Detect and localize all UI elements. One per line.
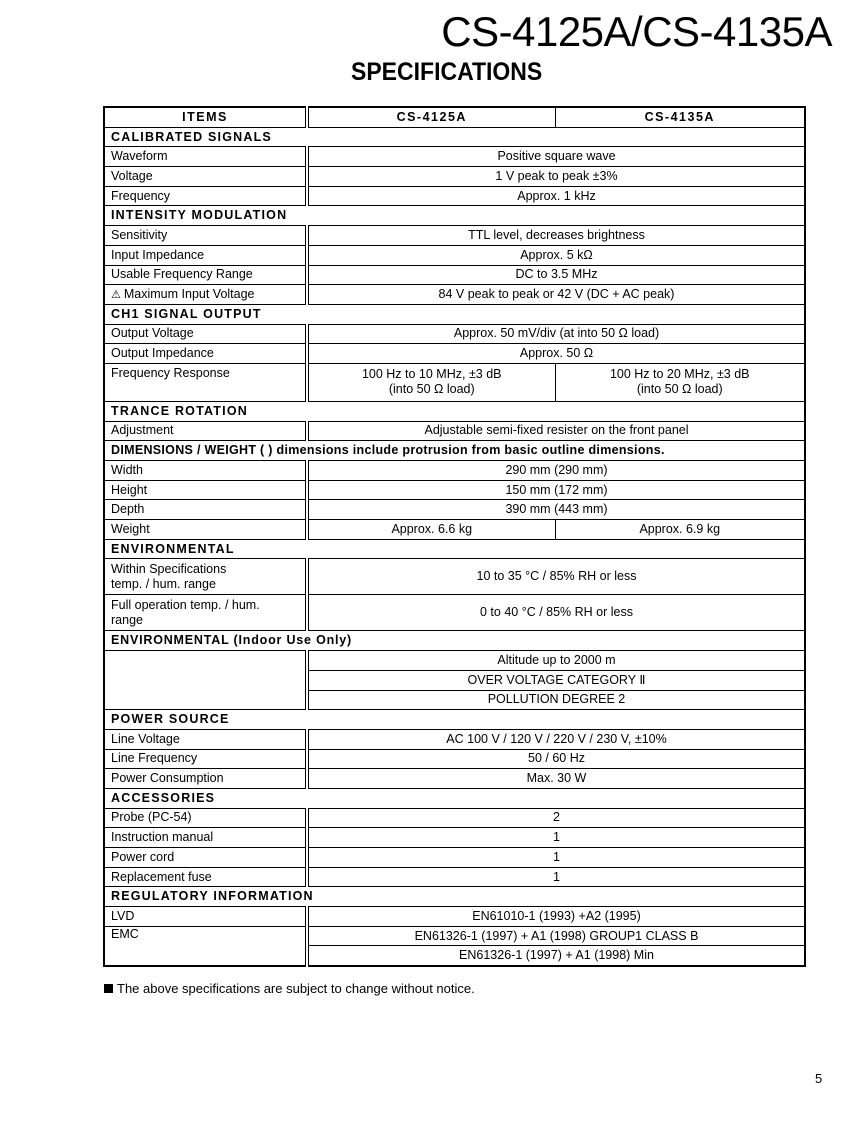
spec-value: 84 V peak to peak or 42 V (DC + AC peak)	[307, 285, 805, 305]
spec-value: Approx. 5 kΩ	[307, 245, 805, 265]
section-row	[104, 539, 805, 559]
table-row	[104, 285, 805, 305]
table-row	[104, 828, 805, 848]
spec-label: Frequency	[104, 186, 307, 206]
spec-label: EMC	[104, 926, 307, 966]
spec-label-line: temp. / hum. range	[111, 576, 216, 591]
table-row	[104, 461, 805, 481]
spec-label: Instruction manual	[104, 828, 307, 848]
spec-value: 0 to 40 °C / 85% RH or less	[307, 595, 805, 631]
spec-value: 150 mm (172 mm)	[307, 480, 805, 500]
spec-value: 390 mm (443 mm)	[307, 500, 805, 520]
spec-value: 2	[307, 808, 805, 828]
spec-label: LVD	[104, 907, 307, 927]
section-row	[104, 788, 805, 808]
spec-value-line: 100 Hz to 10 MHz, ±3 dB	[361, 367, 502, 382]
column-header-cs4135a: CS-4135A	[555, 107, 805, 127]
square-bullet-icon	[104, 984, 113, 993]
spec-value: 1	[307, 867, 805, 887]
spec-label: Weight	[104, 520, 307, 540]
section-row	[104, 127, 805, 147]
spec-value: 10 to 35 °C / 85% RH or less	[307, 559, 805, 595]
section-dimensions-weight: DIMENSIONS / WEIGHT ( ) dimensions include protrusion from basic outline dimensions.	[104, 441, 805, 461]
section-environmental-indoor: ENVIRONMENTAL (Indoor Use Only)	[104, 631, 805, 651]
section-row	[104, 441, 805, 461]
section-trance-rotation: TRANCE ROTATION	[104, 401, 805, 421]
footnote-text: The above specifications are subject to change without notice.	[117, 981, 475, 996]
table-row	[104, 729, 805, 749]
spec-value: 50 / 60 Hz	[307, 749, 805, 769]
spec-label: Power cord	[104, 848, 307, 868]
spec-value-line: (into 50 Ω load)	[636, 382, 723, 397]
table-row	[104, 769, 805, 789]
spec-label: Usable Frequency Range	[104, 265, 307, 285]
table-row	[104, 559, 805, 595]
spec-label: Input Impedance	[104, 245, 307, 265]
specifications-table	[103, 106, 806, 967]
spec-label: Voltage	[104, 167, 307, 187]
spec-label: Depth	[104, 500, 307, 520]
spec-label: Adjustment	[104, 421, 307, 441]
spec-value: 1	[307, 848, 805, 868]
table-row	[104, 520, 805, 540]
spec-value: Approx. 50 mV/div (at into 50 Ω load)	[307, 324, 805, 344]
table-row	[104, 749, 805, 769]
spec-value-line: 100 Hz to 20 MHz, ±3 dB	[609, 367, 750, 382]
spec-value: Max. 30 W	[307, 769, 805, 789]
table-row	[104, 226, 805, 246]
table-row	[104, 245, 805, 265]
column-header-items: ITEMS	[104, 107, 307, 127]
table-row	[104, 147, 805, 167]
spec-label-cell	[104, 595, 307, 631]
spec-label: Line Frequency	[104, 749, 307, 769]
spec-label-line: Full operation temp. / hum.	[111, 597, 260, 612]
spec-label: Replacement fuse	[104, 867, 307, 887]
spec-value-cs4125a: Approx. 6.6 kg	[307, 520, 555, 540]
spec-value: 290 mm (290 mm)	[307, 461, 805, 481]
spec-value: EN61326-1 (1997) + A1 (1998) GROUP1 CLASS B	[307, 926, 805, 946]
spec-label-cell	[104, 285, 307, 305]
section-row	[104, 401, 805, 421]
spec-label: Frequency Response	[104, 363, 307, 401]
spec-value-cs4135a	[555, 363, 805, 401]
section-power-source: POWER SOURCE	[104, 710, 805, 730]
table-row	[104, 324, 805, 344]
section-calibrated-signals: CALIBRATED SIGNALS	[104, 127, 805, 147]
spec-value: Positive square wave	[307, 147, 805, 167]
spec-label: Output Impedance	[104, 344, 307, 364]
spec-label: Sensitivity	[104, 226, 307, 246]
spec-value: Altitude up to 2000 m	[307, 651, 805, 671]
section-row	[104, 631, 805, 651]
spec-value: EN61326-1 (1997) + A1 (1998) Min	[307, 946, 805, 966]
spec-label: Width	[104, 461, 307, 481]
spec-value-cs4125a	[307, 363, 555, 401]
table-row	[104, 421, 805, 441]
section-row	[104, 887, 805, 907]
table-row	[104, 363, 805, 401]
model-title: CS-4125A/CS-4135A	[441, 8, 832, 55]
page-number: 5	[815, 1071, 823, 1086]
section-row	[104, 304, 805, 324]
table-row	[104, 848, 805, 868]
table-row	[104, 926, 805, 946]
section-intensity-modulation: INTENSITY MODULATION	[104, 206, 805, 226]
spec-label-line: range	[111, 612, 143, 627]
footnote	[104, 981, 475, 996]
spec-label: Probe (PC-54)	[104, 808, 307, 828]
section-regulatory-information: REGULATORY INFORMATION	[104, 887, 805, 907]
spec-label-cell	[104, 559, 307, 595]
page-heading: SPECIFICATIONS	[351, 58, 543, 86]
spec-label: Output Voltage	[104, 324, 307, 344]
spec-value: EN61010-1 (1993) +A2 (1995)	[307, 907, 805, 927]
spec-value: DC to 3.5 MHz	[307, 265, 805, 285]
table-header-row	[104, 107, 805, 127]
spec-label-empty	[104, 651, 307, 710]
spec-label: Line Voltage	[104, 729, 307, 749]
table-row	[104, 344, 805, 364]
section-row	[104, 206, 805, 226]
spec-label: Waveform	[104, 147, 307, 167]
table-row	[104, 265, 805, 285]
table-row	[104, 595, 805, 631]
column-header-cs4125a: CS-4125A	[307, 107, 555, 127]
spec-value: Approx. 1 kHz	[307, 186, 805, 206]
table-row	[104, 867, 805, 887]
spec-label: Maximum Input Voltage	[123, 286, 255, 301]
spec-value: TTL level, decreases brightness	[307, 226, 805, 246]
table-row	[104, 480, 805, 500]
spec-value: Approx. 50 Ω	[307, 344, 805, 364]
spec-value-cs4135a: Approx. 6.9 kg	[555, 520, 805, 540]
table-row	[104, 186, 805, 206]
section-row	[104, 710, 805, 730]
spec-value: 1 V peak to peak ±3%	[307, 167, 805, 187]
spec-label: Height	[104, 480, 307, 500]
spec-value: Adjustable semi-fixed resister on the front panel	[307, 421, 805, 441]
spec-value-line: (into 50 Ω load)	[388, 382, 475, 397]
spec-value: AC 100 V / 120 V / 220 V / 230 V, ±10%	[307, 729, 805, 749]
table-row	[104, 167, 805, 187]
section-environmental: ENVIRONMENTAL	[104, 539, 805, 559]
table-row	[104, 500, 805, 520]
section-ch1-signal-output: CH1 SIGNAL OUTPUT	[104, 304, 805, 324]
spec-value: OVER VOLTAGE CATEGORY Ⅱ	[307, 670, 805, 690]
table-row	[104, 808, 805, 828]
spec-value: POLLUTION DEGREE 2	[307, 690, 805, 710]
section-accessories: ACCESSORIES	[104, 788, 805, 808]
spec-label: Power Consumption	[104, 769, 307, 789]
spec-label-line: Within Specifications	[111, 561, 227, 576]
table-row	[104, 651, 805, 671]
table-row	[104, 907, 805, 927]
warning-icon: ⚠	[111, 288, 121, 301]
spec-value: 1	[307, 828, 805, 848]
